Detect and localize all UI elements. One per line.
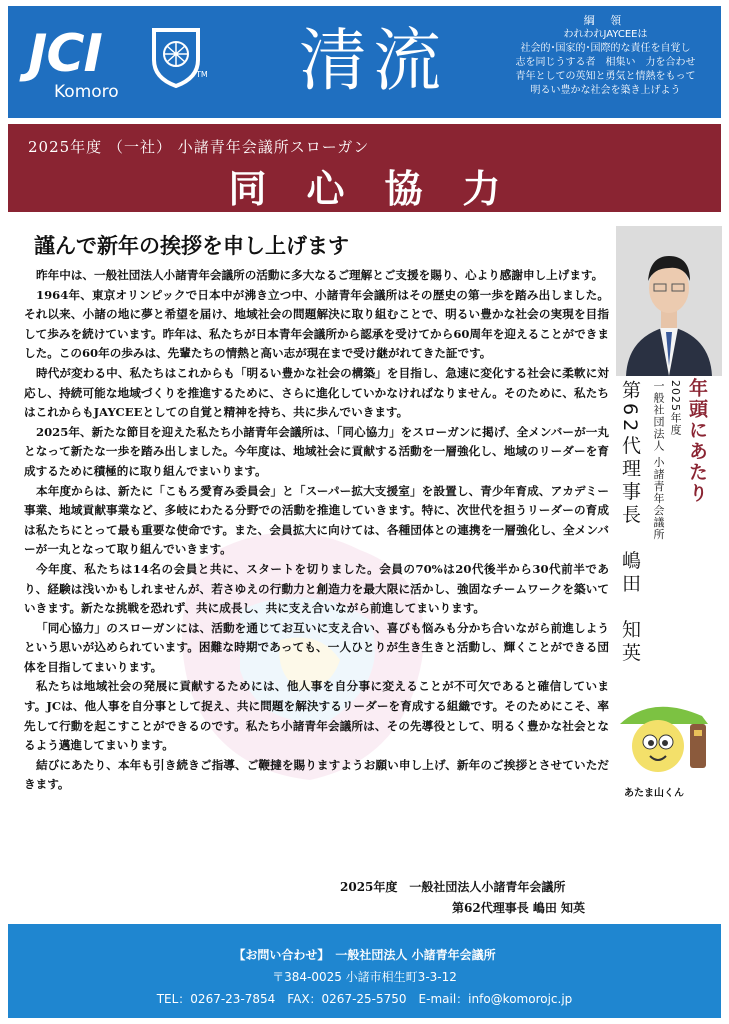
mission-line: 明るい豊かな社会を築き上げよう <box>530 85 681 96</box>
paragraph: 時代が変わる中、私たちはこれからも「明るい豊かな社会の構築」を目指し、急速に変化する社会に柔軟に対応し、持続可能な地域づくりを推進するために、さらに進化していかなければなりません。そのために、私たちはこれからもJAYCEEとしての自覚と精神を持ち、共に歩んでいきます。 <box>24 365 609 420</box>
paragraph: 昨年中は、一般社団法人小諸青年会議所の活動に多大なるご理解とご支援を賜り、心より感謝申し上げます。 <box>36 268 604 282</box>
mission-line: 社会的･国家的･国際的な責任を自覚し <box>520 43 691 54</box>
paragraph: 今年度、私たちは14名の会員と共に、スタートを切りました。会員の70%は20代後半から30代前半であり、経験は浅いかもしれませんが、若さゆえの行動力と創造力を最大限に活かし、強固なチームワークを築いていきます。新たな挑戦を恐れず、共に成長し、共に支え合いながら前進してまいります。 <box>24 561 609 616</box>
president-photo <box>616 226 722 376</box>
trademark: TM <box>196 70 208 79</box>
footer-tel-fax-email: TEL：0267-23-7854 FAX：0267-25-5750 E-mail：info@komorojc.jp <box>156 992 573 1006</box>
footer-contact: 【お問い合わせ】 一般社団法人 小諸青年会議所 <box>233 948 496 962</box>
paragraph: 1964年、東京オリンピックで日本中が沸き立つ中、小諸青年会議所はその歴史の第一歩を踏み出しました。それ以来、小諸の地に夢と希望を届け、地域社会の問題解決に取り組むことで、明るい豊かな社会の実現を目指して歩みを続けています。昨年は、私たちが日本青年会議所から認承を受けてから60周年を迎えることができました。この60年の歩みは、先輩たちの情熱と高い志が現在まで受け継がれてきた証です。 <box>24 287 609 361</box>
paragraph: 私たちは地域社会の発展に貢献するためには、他人事を自分事に変えることが不可欠であると確信しています。JCは、他人事を自分事として捉え、共に問題を解決するリーダーを育成する組織です。そのためにこそ、率先して行動を起こすことができるのです。私たち小諸青年会議所は、その先導役として、明るく豊かな社会となるよう邁進してまいります。 <box>24 679 610 753</box>
article-title: 謹んで新年の挨拶を申し上げます <box>34 234 349 258</box>
mascot-image <box>612 694 716 778</box>
newsletter-title: 清流 <box>298 22 447 101</box>
mascot-name: あたま山くん <box>624 788 684 799</box>
footer-address: 〒384-0025 小諸市相生町3-3-12 <box>272 970 457 984</box>
paragraph: 「同心協力」のスローガンには、活動を通じてお互いに支え合い、喜びも悩みも分かち合いながら前進しようという思いが込められています。困難な時期であっても、一人ひとりが生き生きと活動し、輝くことができる団体を目指してまいります。 <box>24 620 609 674</box>
sidebar-org: 一般社団法人 小諸青年会議所 <box>652 380 665 541</box>
sidebar-year: 2025年度 <box>669 380 682 436</box>
mission-line: 青年としての英知と勇気と情熱をもって <box>515 71 696 82</box>
sidebar-name: 第62代理事長 嶋田 知英 <box>619 380 641 666</box>
signature-org: 2025年度 一般社団法人小諸青年会議所 <box>340 880 566 894</box>
mission-line: 志を同じうする者 相集い 力を合わせ <box>515 57 696 68</box>
paragraph: 本年度からは、新たに「こもろ愛育み委員会」と「スーパー拡大支援室」を設置し、青少年育成、アカデミー事業、地域貢献事業など、多岐にわたる分野での活動を推進していきます。特に、次世代を担うリーダーの育成は私たちにとって最も重要な使命です。また、会員拡大に向けては、各種団体との連携を一層強化し、全メンバーが一丸となって取り組んでいきます。 <box>24 483 609 557</box>
header-banner <box>8 6 721 118</box>
mission-title: 綱 領 <box>583 14 628 27</box>
jci-logo <box>8 6 240 118</box>
sidebar-heading: 年頭にあたり <box>686 378 708 504</box>
mission-line: われわれJAYCEEは <box>563 29 648 40</box>
slogan-main: 同心協力 <box>228 166 541 211</box>
footer <box>8 924 721 1018</box>
logo-sub: Komoro <box>54 82 119 102</box>
paragraph: 結びにあたり、本年も引き続きご指導、ご鞭撻を賜りますようお願い申し上げ、新年のご挨拶とさせていただきます。 <box>24 757 609 792</box>
logo-text: JCI <box>28 24 102 84</box>
mission-statement <box>498 14 713 98</box>
signature-name: 第62代理事長 嶋田 知英 <box>452 901 586 915</box>
jci-emblem-icon <box>150 26 202 88</box>
article-body <box>24 266 609 795</box>
slogan-subtitle: 2025年度 （一社） 小諸青年会議所スローガン <box>28 138 370 156</box>
paragraph: 2025年、新たな節目を迎えた私たち小諸青年会議所は、「同心協力」をスローガンに掲げ、全メンバーが一丸となって新たな一歩を踏み出しました。今年度は、地域社会に貢献する活動を一層強化し、地域のリーダーを育成するために積極的に取り組んでまいります。 <box>24 424 609 478</box>
